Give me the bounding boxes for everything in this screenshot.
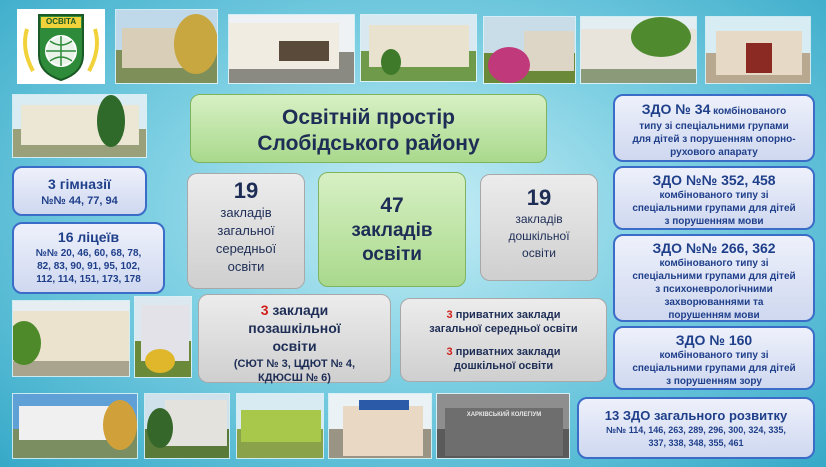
zdo-34-title-suffix: комбінованого: [710, 106, 787, 117]
zdo-34-line3: рухового апарату: [670, 147, 758, 158]
private-text2b: дошкільної освіти: [453, 360, 554, 372]
school-photo: [12, 393, 138, 459]
zdo-general-line1: №№ 114, 146, 263, 289, 296, 300, 324, 335,: [606, 425, 786, 435]
lyceums-box: [12, 222, 165, 294]
private-text1a: приватних заклади: [452, 309, 561, 321]
private-line1: [401, 308, 606, 322]
zdo-266-box: [613, 234, 815, 322]
school-photo: [483, 16, 576, 84]
private-box: [400, 298, 607, 382]
total-line2: освіти: [362, 244, 422, 265]
zdo-266-title: ЗДО №№ 266, 362: [652, 240, 776, 256]
zdo-general-box: [577, 397, 815, 459]
zdo-352-box: [613, 166, 815, 230]
school-photo: [236, 393, 324, 459]
zdo-160-line2: спеціальними групами для дітей: [632, 363, 796, 374]
extracurricular-line2: позашкільної: [248, 320, 341, 336]
zdo-266-line1: комбінованого типу зі: [659, 258, 769, 269]
zdo-34-title-line: [615, 101, 813, 120]
zdo-160-title: ЗДО № 160: [675, 332, 753, 348]
preschool-line2: дошкільної: [508, 229, 570, 243]
total-count: 47: [380, 194, 404, 217]
extracurricular-line3: освіти: [272, 338, 317, 354]
title-box: [190, 94, 547, 163]
zdo-352-line3: з порушенням мови: [664, 216, 764, 227]
zdo-34-title: ЗДО № 34: [641, 101, 711, 117]
school-photo: [228, 14, 355, 84]
private-text1b: загальної середньої освіти: [429, 323, 578, 335]
private-count2: 3: [446, 346, 453, 358]
extracurricular-count: 3: [260, 302, 269, 318]
general-schools-count: 19: [233, 178, 259, 203]
extracurricular-box: [198, 294, 391, 383]
general-schools-line4: освіти: [227, 259, 265, 274]
extracurricular-line1: [199, 301, 390, 319]
osvita-logo: [17, 9, 105, 84]
total-box: [318, 172, 466, 287]
zdo-34-line2: для дітей з порушенням опорно-: [632, 134, 796, 145]
gymnasiums-title: 3 гімназії: [48, 176, 111, 192]
lyceums-line3: 112, 114, 151, 173, 178: [36, 274, 141, 285]
zdo-266-line4: захворюваннями та: [664, 297, 764, 308]
total-line1: закладів: [351, 220, 433, 241]
zdo-352-line2: спеціальними групами для дітей: [632, 203, 796, 214]
general-schools-line1: закладів: [220, 205, 272, 220]
general-schools-box: [187, 173, 305, 289]
zdo-352-line1: комбінованого типу зі: [659, 190, 769, 201]
school-photo: [580, 16, 697, 84]
college-photo: [436, 393, 570, 459]
logo-text: ОСВІТА: [46, 17, 77, 26]
zdo-160-line1: комбінованого типу зі: [659, 350, 769, 361]
zdo-352-title: ЗДО №№ 352, 458: [652, 172, 776, 188]
school-photo: [115, 9, 218, 84]
college-sign: ХАРКІВСЬКИЙ КОЛЕГІУМ: [466, 412, 542, 418]
zdo-160-line3: з порушенням зору: [666, 376, 762, 387]
zdo-34-line1: типу зі спеціальними групами: [639, 121, 789, 132]
private-text2a: приватних заклади: [452, 346, 561, 358]
extracurricular-text: заклади: [268, 302, 329, 318]
extracurricular-details2: КДЮСШ № 6): [258, 372, 331, 384]
school-photo: [134, 296, 192, 378]
zdo-266-line2: спеціальними групами для дітей: [632, 271, 796, 282]
preschool-count: 19: [526, 185, 552, 210]
private-line2: [401, 345, 606, 359]
kindergarten-photo: [705, 16, 811, 84]
preschool-line1: закладів: [515, 212, 563, 226]
zdo-266-line5: порушенням мови: [668, 310, 760, 321]
title-line1: Освітній простір: [282, 106, 455, 129]
extracurricular-details1: (СЮТ № 3, ЦДЮТ № 4,: [233, 358, 356, 370]
school-photo: [12, 94, 147, 158]
lyceums-line1: №№ 20, 46, 60, 68, 78,: [35, 248, 142, 259]
title-line2: Слобідського району: [257, 132, 480, 155]
zdo-34-box: [613, 94, 815, 162]
lyceums-line2: 82, 83, 90, 91, 95, 102,: [37, 261, 140, 272]
school-photo: [360, 14, 477, 82]
gymnasiums-numbers: №№ 44, 77, 94: [41, 195, 118, 207]
private-count1: 3: [446, 309, 453, 321]
school-photo: [12, 300, 130, 377]
zdo-general-line2: 337, 338, 348, 355, 461: [648, 438, 744, 448]
zdo-160-box: [613, 326, 815, 390]
lyceums-title: 16 ліцеїв: [57, 229, 120, 245]
gymnasiums-box: [12, 166, 147, 216]
zdo-266-line3: з психоневрологічними: [655, 284, 773, 295]
zdo-general-title: 13 ЗДО загального розвитку: [604, 408, 788, 423]
general-schools-line2: загальної: [217, 223, 275, 238]
school-photo: [144, 393, 230, 459]
school-photo: [328, 393, 432, 459]
general-schools-line3: середньої: [215, 241, 277, 256]
preschool-line3: освіти: [522, 246, 556, 260]
preschool-box: [480, 174, 598, 281]
